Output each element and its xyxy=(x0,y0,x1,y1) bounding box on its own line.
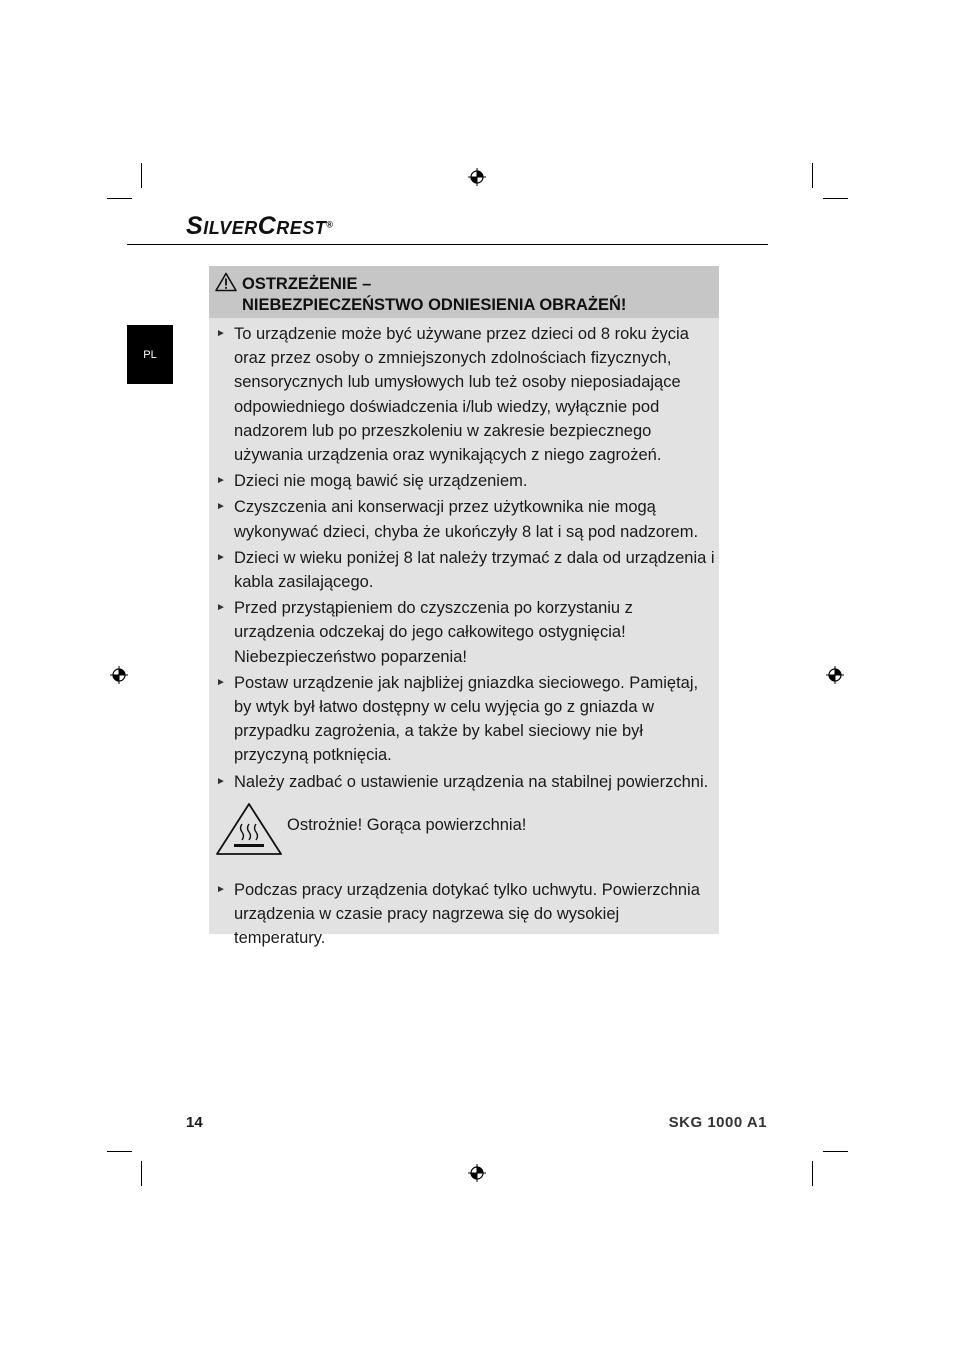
bullet-arrow-icon: ► xyxy=(216,551,226,563)
model-number: SKG 1000 A1 xyxy=(668,1114,767,1131)
crop-mark xyxy=(141,163,142,188)
list-item: ► To urządzenie może być używane przez dzieci od 8 roku życia oraz przez osoby o zmniejszonych zdolnościach fizycznych, sensorycznych lub umysłowych lub też osoby nieposiadające odpowiedniego doświadczenia i/lub wiedzy, wyłącznie pod nadzorem lub po przeszkoleniu w zakresie bezpiecznego używania urządzenia oraz wynikających z niego zagrożeń. xyxy=(209,322,719,467)
bullet-arrow-icon: ► xyxy=(216,501,226,513)
hot-surface-text: Ostrożnie! Gorąca powierzchnia! xyxy=(287,816,527,834)
list-item: ► Przed przystąpieniem do czyszczenia po korzystaniu z urządzenia odczekaj do jego całkowitego ostygnięcia! Niebezpieczeństwo poparzenia! xyxy=(209,596,719,669)
list-item: ► Czyszczenia ani konserwacji przez użytkownika nie mogą wykonywać dzieci, chyba że ukończyły 8 lat i są pod nadzorem. xyxy=(209,495,719,543)
hot-surface-notice xyxy=(215,802,715,860)
bullet-arrow-icon: ► xyxy=(216,775,226,787)
list-item: ► Należy zadbać o ustawienie urządzenia na stabilnej powierzchni. xyxy=(209,770,719,794)
crop-mark xyxy=(823,198,848,199)
crop-mark xyxy=(141,1161,142,1186)
bullet-arrow-icon: ► xyxy=(216,328,226,339)
registration-mark-icon xyxy=(826,666,844,684)
hot-surface-icon xyxy=(215,802,283,856)
warning-header xyxy=(209,266,719,318)
bullet-arrow-icon: ► xyxy=(216,676,226,688)
warning-box xyxy=(209,266,719,948)
warning-title: OSTRZEŻENIE – NIEBEZPIECZEŃSTWO ODNIESIENIA OBRAŻEŃ! xyxy=(242,275,627,314)
crop-mark xyxy=(812,1161,813,1186)
language-tab: PL xyxy=(127,325,173,384)
bullet-arrow-icon: ► xyxy=(216,602,226,614)
list-item: ► Dzieci w wieku poniżej 8 lat należy trzymać z dala od urządzenia i kabla zasilającego. xyxy=(209,546,719,594)
bullet-arrow-icon: ► xyxy=(216,884,226,895)
bullet-arrow-icon: ► xyxy=(216,475,226,487)
page-number: 14 xyxy=(186,1114,203,1131)
crop-mark xyxy=(107,1151,132,1152)
list-item: ► Dzieci nie mogą bawić się urządzeniem. xyxy=(209,469,719,493)
crop-mark xyxy=(823,1151,848,1152)
registration-mark-icon xyxy=(468,1164,486,1182)
warning-list xyxy=(209,322,719,796)
crop-mark xyxy=(812,163,813,188)
registration-mark-icon xyxy=(468,168,486,186)
crop-mark xyxy=(107,198,132,199)
registration-mark-icon xyxy=(110,666,128,684)
header-rule xyxy=(127,244,768,245)
brand-logo: SILVERCREST® xyxy=(186,212,334,240)
list-item: ► Podczas pracy urządzenia dotykać tylko uchwytu. Powierzchnia urządzenia w czasie pracy nagrzewa się do wysokiej temperatury. xyxy=(209,878,719,951)
list-item: ► Postaw urządzenie jak najbliżej gniazdka sieciowego. Pamiętaj, by wtyk był łatwo dostępny w celu wyjęcia go z gniazda w przypadku zagrożenia, a także by kabel sieciowy nie był przyczyną potknięcia. xyxy=(209,671,719,768)
warning-triangle-icon xyxy=(215,272,237,292)
